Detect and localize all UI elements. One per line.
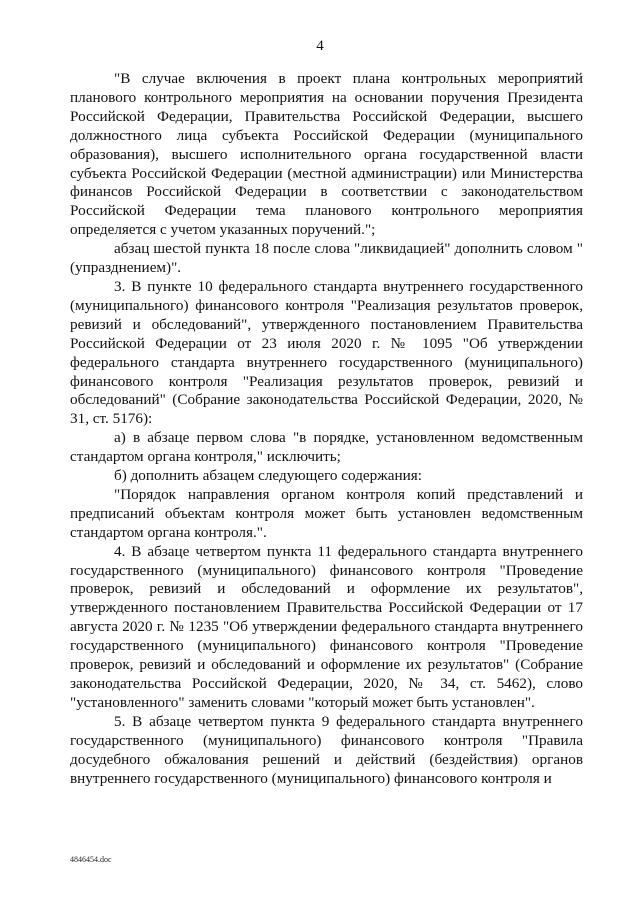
paragraph-item-4: 4. В абзаце четвертом пункта 11 федерального стандарта внутреннего государственного (муниципального) финансового контроля "Проведение проверок, ревизий и обследований и оформление их результатов", утвержденного постановлением Правительства Российской Федерации от 17 августа 2020 г. № 1235 "Об утверждении федерального стандарта внутреннего государственного (муниципального) финансового контроля "Проведение проверок, ревизий и обследований и оформление их результатов" (Собрание законодательства Российской Федерации, 2020, № 34, ст. 5462), слово "установленного" заменить словами "который может быть установлен". (70, 542, 583, 711)
document-body (70, 70, 583, 788)
paragraph-point-18-amendment: абзац шестой пункта 18 после слова "ликвидацией" дополнить словом "(упразднением)". (70, 240, 583, 277)
paragraph-subitem-b: б) дополнить абзацем следующего содержания: (114, 467, 422, 485)
paragraph-item-5: 5. В абзаце четвертом пункта 9 федерального стандарта внутреннего государственного (муниципального) финансового контроля "Правила досудебного обжалования решений и действий (бездействия) органов внутреннего государственного (муниципального) финансового контроля и (70, 712, 583, 787)
document-footer-code: 4846454.doc (70, 855, 112, 864)
paragraph-quote-copies-order: "Порядок направления органом контроля копий представлений и предписаний объектам контроля может быть установлен ведомственным стандартом органа контроля.". (70, 485, 583, 541)
paragraph-item-3: 3. В пункте 10 федерального стандарта внутреннего государственного (муниципального) финансового контроля "Реализация результатов проверок, ревизий и обследований", утвержденного постановлением Правительства Российской Федерации от 23 июля 2020 г. № 1095 "Об утверждении федерального стандарта внутреннего государственного (муниципального) финансового контроля "Реализация результатов проверок, ревизий и обследований" (Собрание законодательства Российской Федерации, 2020, № 31, ст. 5176): (70, 277, 583, 428)
paragraph-subitem-a: а) в абзаце первом слова "в порядке, установленном ведомственным стандартом органа контроля," исключить; (70, 429, 583, 466)
paragraph-quote-plan-inclusion: "В случае включения в проект плана контрольных мероприятий планового контрольного мероприятия на основании поручения Президента Российской Федерации, Правительства Российской Федерации, высшего должностного лица субъекта Российской Федерации (муниципального образования), высшего исполнительного органа государственной власти субъекта Российской Федерации (местной администрации) или Министерства финансов Российской Федерации в соответствии с законодательством Российской Федерации тема планового контрольного мероприятия определяется с учетом указанных поручений."; (70, 70, 583, 239)
page-number: 4 (316, 38, 324, 54)
